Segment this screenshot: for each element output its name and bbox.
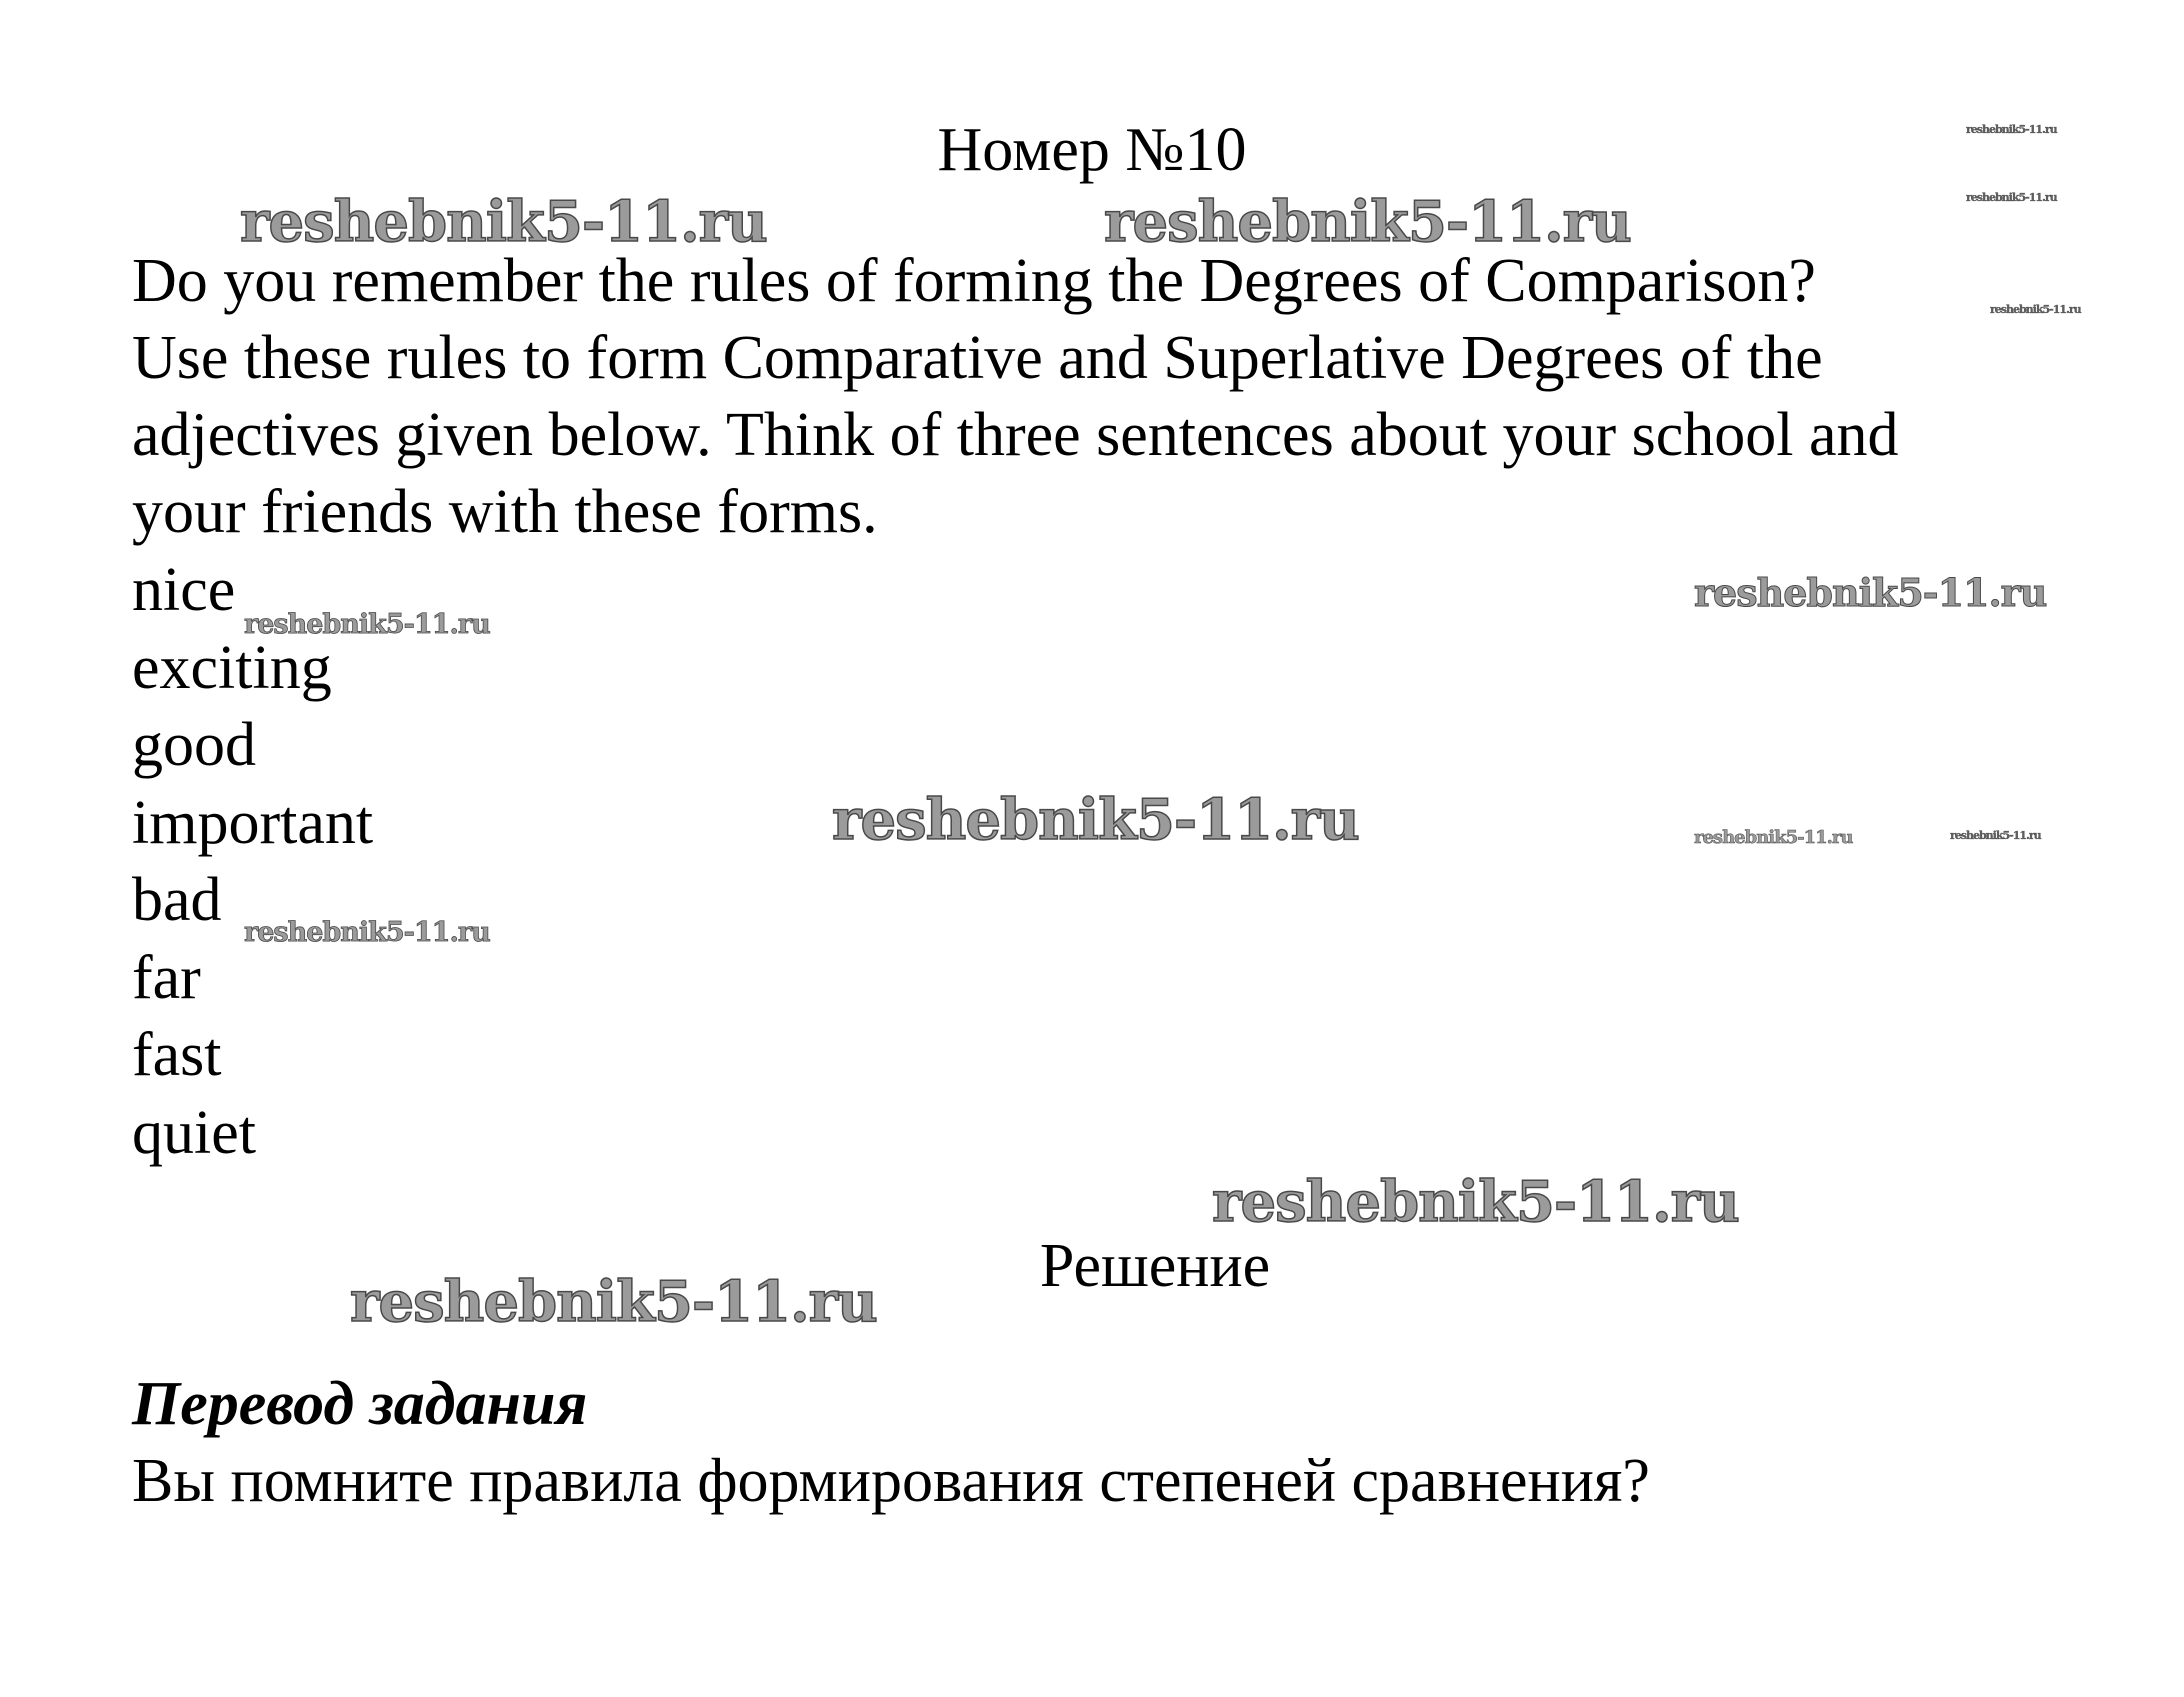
solution-heading: Решение xyxy=(1039,1232,1271,1300)
task-line: adjectives given below. Think of three sentences about your school and xyxy=(132,401,1899,469)
task-text xyxy=(132,243,2142,551)
watermark: reshebnik5-11.ru xyxy=(350,1269,877,1335)
watermark: reshebnik5-11.ru xyxy=(1694,570,2047,615)
adjective-item: bad xyxy=(132,866,222,934)
watermark: reshebnik5-11.ru xyxy=(1990,303,2081,316)
adjective-item: quiet xyxy=(132,1098,256,1167)
watermark: reshebnik5-11.ru xyxy=(1950,829,2041,842)
page-title: Номер №10 xyxy=(937,116,1247,184)
watermark: reshebnik5-11.ru xyxy=(832,787,1359,853)
adjective-list xyxy=(132,552,373,1172)
watermark: reshebnik5-11.ru xyxy=(244,609,490,640)
watermark: reshebnik5-11.ru xyxy=(1966,191,2057,204)
adjective-item: fast xyxy=(132,1021,222,1089)
task-line: Use these rules to form Comparative and Superlative Degrees of the xyxy=(132,324,1823,392)
translation-heading: Перевод задания xyxy=(132,1370,588,1438)
adjective-item: good xyxy=(132,711,256,779)
adjective-item: important xyxy=(132,788,374,857)
watermark: reshebnik5-11.ru xyxy=(240,189,767,255)
watermark: reshebnik5-11.ru xyxy=(1694,827,1853,848)
watermark: reshebnik5-11.ru xyxy=(1212,1169,1739,1235)
translation-text: Вы помните правила формирования степеней сравнения? xyxy=(132,1447,1650,1515)
adjective-item: far xyxy=(132,943,201,1012)
adjective-item: exciting xyxy=(132,633,332,702)
watermark: reshebnik5-11.ru xyxy=(1966,123,2057,136)
watermark: reshebnik5-11.ru xyxy=(1104,189,1631,255)
adjective-item: nice xyxy=(132,556,236,624)
watermark: reshebnik5-11.ru xyxy=(244,917,490,948)
task-line: Do you remember the rules of forming the Degrees of Comparison? xyxy=(132,247,1816,315)
task-line: your friends with these forms. xyxy=(132,478,878,546)
